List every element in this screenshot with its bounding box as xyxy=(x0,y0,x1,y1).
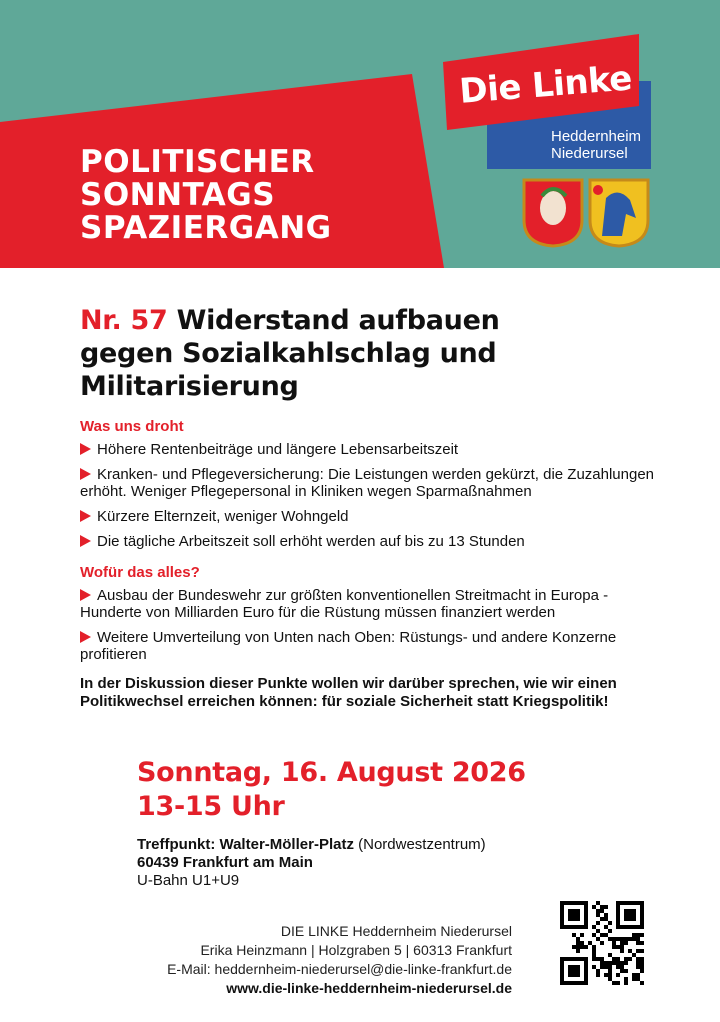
triangle-bullet-icon xyxy=(80,468,91,480)
list-item: Höhere Rentenbeiträge und längere Lebensarbeitszeit xyxy=(80,441,660,458)
meeting-city: 60439 Frankfurt am Main xyxy=(137,854,313,871)
list-item: Weitere Umverteilung von Unten nach Oben: Rüstungs- und andere Konzerne profitieren xyxy=(80,629,617,663)
list-item: Ausbau der Bundeswehr zur größten konventionellen Streitmacht in Europa - Hunderte von Milliarden Euro für die Rüstung müssen finanziert werden xyxy=(80,587,609,621)
logo-text: Die Linke xyxy=(458,58,634,112)
footer-contact xyxy=(167,922,512,998)
section-title-purpose: Wofür das alles? xyxy=(80,564,200,581)
issue-number: Nr. 57 xyxy=(80,305,168,336)
meeting-point xyxy=(137,836,486,890)
triangle-bullet-icon xyxy=(80,510,91,522)
list-item: Die tägliche Arbeitszeit soll erhöht werden auf bis zu 13 Stunden xyxy=(80,533,660,550)
triangle-bullet-icon xyxy=(80,535,91,547)
footer-website[interactable]: www.die-linke-heddernheim-niederursel.de xyxy=(226,980,512,996)
meeting-label: Treffpunkt: Walter-Möller-Platz xyxy=(137,836,354,853)
section-title-threats: Was uns droht xyxy=(80,418,184,435)
triangle-bullet-icon xyxy=(80,631,91,643)
footer-address: Erika Heinzmann | Holzgraben 5 | 60313 Frankfurt xyxy=(200,942,512,958)
list-item: Kranken- und Pflegeversicherung: Die Leistungen werden gekürzt, die Zuzahlungen erhöht. Weniger Pflegepersonal in Kliniken wegen Sparmaßnahmen xyxy=(80,466,655,500)
headline: Nr. 57 Widerstand aufbauen gegen Sozialkahlschlag und Militarisierung xyxy=(80,305,500,402)
triangle-bullet-icon xyxy=(80,589,91,601)
event-time: 13-15 Uhr xyxy=(137,791,285,822)
qr-code-icon[interactable] xyxy=(560,901,644,985)
transit-info: U-Bahn U1+U9 xyxy=(137,872,240,889)
location-label: Heddernheim Niederursel xyxy=(551,128,642,162)
event-date-block xyxy=(137,756,526,824)
main-content xyxy=(80,304,660,711)
coat-of-arms-icon xyxy=(522,178,650,248)
event-series-title: POLITISCHER SONNTAGS SPAZIERGANG xyxy=(80,144,332,246)
footer-org: DIE LINKE Heddernheim Niederursel xyxy=(280,923,512,939)
list-item: Kürzere Elternzeit, weniger Wohngeld xyxy=(80,508,660,525)
meeting-note: (Nordwestzentrum) xyxy=(353,836,486,853)
triangle-bullet-icon xyxy=(80,443,91,455)
event-date: Sonntag, 16. August 2026 xyxy=(137,757,526,788)
footer-email[interactable]: E-Mail: heddernheim-niederursel@die-linke-frankfurt.de xyxy=(167,961,512,977)
closing-statement: In der Diskussion dieser Punkte wollen wir darüber sprechen, wie wir einen Politikwechsel erreichen können: für soziale Sicherheit statt Kriegspolitik! xyxy=(80,675,617,710)
